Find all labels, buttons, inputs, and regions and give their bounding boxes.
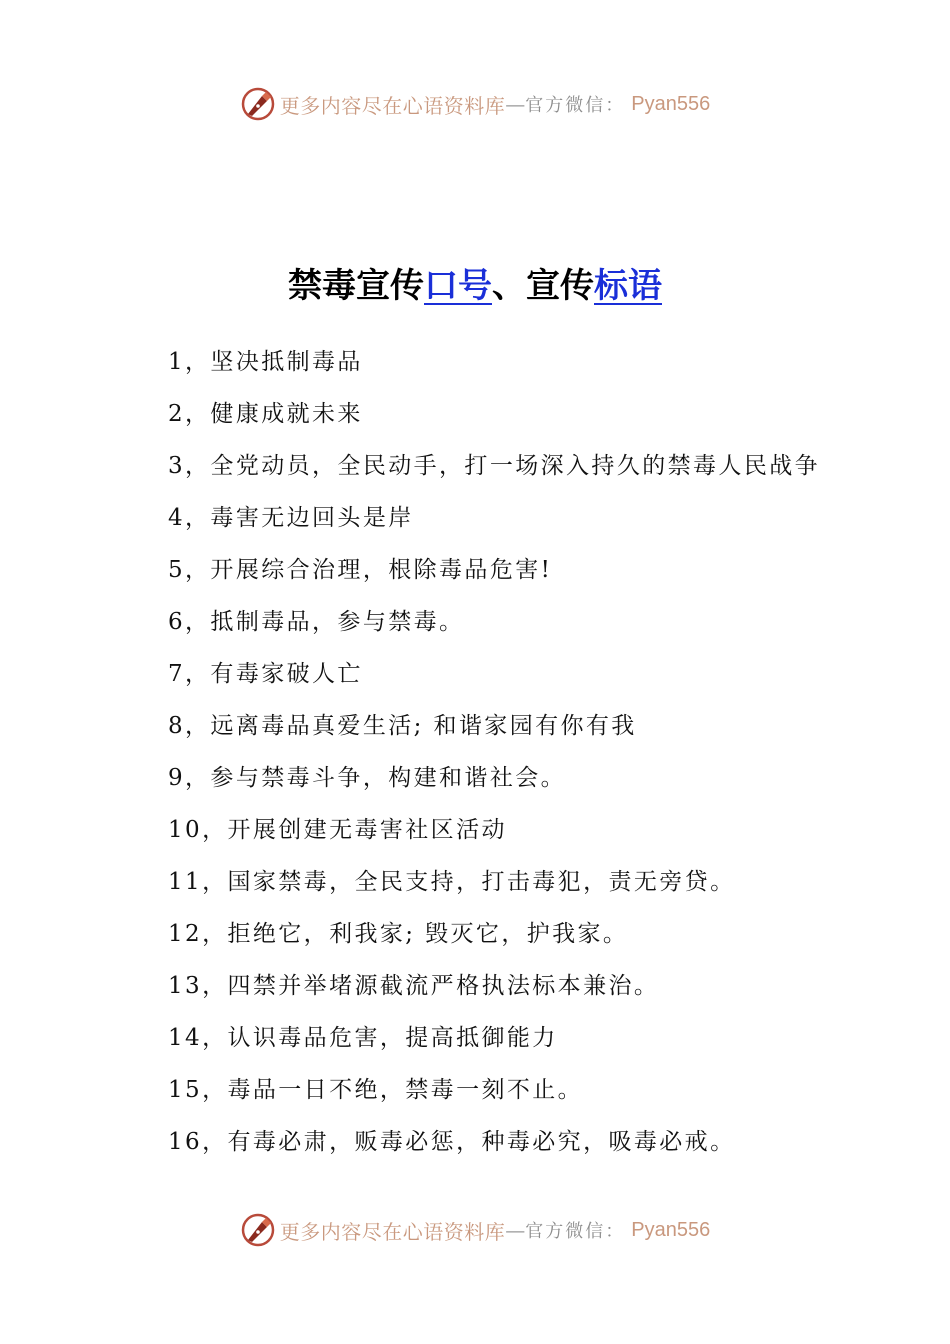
title-part-1: 禁毒宣传 xyxy=(288,266,424,306)
list-item: 16，有毒必肃，贩毒必惩，种毒必究，吸毒必戒。 xyxy=(168,1129,736,1155)
title-link-banner-slogan[interactable]: 标语 xyxy=(594,266,662,306)
list-item: 13，四禁并举堵源截流严格执法标本兼治。 xyxy=(168,973,660,999)
list-item: 10，开展创建无毒害社区活动 xyxy=(168,817,507,843)
list-item: 4，毒害无边回头是岸 xyxy=(168,505,414,531)
list-item: 1，坚决抵制毒品 xyxy=(168,349,363,375)
pen-nib-logo-icon xyxy=(240,1212,276,1248)
list-item: 2，健康成就未来 xyxy=(168,401,363,427)
title-link-slogan[interactable]: 口号 xyxy=(424,266,492,306)
banner-dash: — xyxy=(505,1218,526,1242)
list-item: 8，远离毒品真爱生活; 和谐家园有你有我 xyxy=(168,713,637,739)
footer-watermark-banner xyxy=(0,1210,950,1250)
pen-nib-logo-icon xyxy=(240,86,276,122)
list-item: 15，毒品一日不绝，禁毒一刻不止。 xyxy=(168,1077,584,1103)
list-item: 9，参与禁毒斗争，构建和谐社会。 xyxy=(168,765,567,791)
wechat-label: 官方微信： xyxy=(525,95,626,116)
banner-dash: — xyxy=(505,92,526,116)
list-item: 3，全党动员，全民动手，打一场深入持久的禁毒人民战争 xyxy=(168,453,821,479)
list-item: 12，拒绝它，利我家; 毁灭它，护我家。 xyxy=(168,921,629,947)
page-title xyxy=(0,258,950,307)
list-item: 11，国家禁毒，全民支持，打击毒犯，责无旁贷。 xyxy=(168,869,736,895)
list-item: 14，认识毒品危害，提高抵御能力 xyxy=(168,1025,558,1051)
title-part-2: 、宣传 xyxy=(492,266,594,306)
wechat-id: Pyan556 xyxy=(631,1218,711,1241)
wechat-label: 官方微信： xyxy=(525,1221,626,1242)
list-item: 5，开展综合治理，根除毒品危害! xyxy=(168,557,553,583)
site-name-text: 更多内容尽在心语资料库 xyxy=(279,1219,506,1244)
site-name-text: 更多内容尽在心语资料库 xyxy=(279,93,506,118)
wechat-id: Pyan556 xyxy=(631,92,711,115)
list-item: 6，抵制毒品，参与禁毒。 xyxy=(168,609,465,635)
header-watermark-banner xyxy=(0,84,950,124)
slogan-list xyxy=(168,342,820,1174)
list-item: 7，有毒家破人亡 xyxy=(168,661,363,687)
